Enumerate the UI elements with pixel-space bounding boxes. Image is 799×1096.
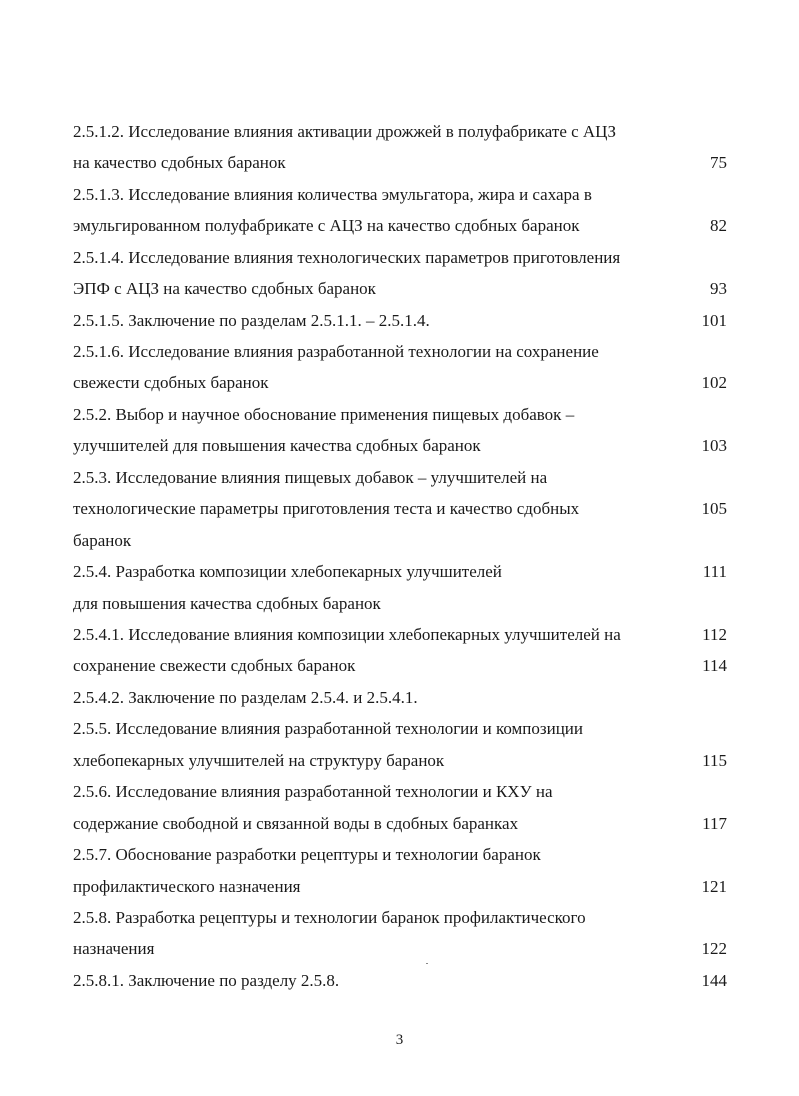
toc-line: хлебопекарных улучшителей на структуру баранок (73, 751, 445, 770)
toc-line: 2.5.5. Исследование влияния разработанной технологии и композиции (73, 719, 583, 738)
toc-line: 2.5.3. Исследование влияния пищевых добавок – улучшителей на (73, 468, 548, 487)
page-number: 3 (395, 1032, 404, 1048)
toc-page: 117 (702, 814, 727, 833)
toc-page: 101 (701, 311, 727, 330)
toc-page: 122 (701, 939, 727, 958)
toc-line: 2.5.4.1. Исследование влияния композиции хлебопекарных улучшителей на (73, 625, 621, 644)
toc-page: 93 (710, 279, 727, 298)
toc-line: 2.5.8. Разработка рецептуры и технологии баранок профилактического (73, 908, 586, 927)
toc-page: 111 (702, 562, 727, 581)
toc-line: эмульгированном полуфабрикате с АЦЗ на качество сдобных баранок (73, 216, 580, 235)
toc-line: технологические параметры приготовления теста и качество сдобных (73, 499, 580, 518)
toc-line: свежести сдобных баранок (73, 373, 269, 392)
toc-line: 2.5.2. Выбор и научное обоснование применения пищевых добавок – (73, 405, 575, 424)
toc-page: 144 (701, 971, 727, 990)
toc-page: 102 (701, 373, 727, 392)
scan-speck (426, 963, 428, 964)
toc-line: 2.5.4. Разработка композиции хлебопекарных улучшителей (73, 562, 502, 581)
toc-line: 2.5.1.5. Заключение по разделам 2.5.1.1. – 2.5.1.4. (73, 311, 430, 330)
toc-page: 114 (702, 656, 727, 675)
toc-line: 2.5.4.2. Заключение по разделам 2.5.4. и 2.5.4.1. (73, 688, 418, 707)
toc-page: 112 (702, 625, 727, 644)
toc-line: 2.5.7. Обоснование разработки рецептуры и технологии баранок (73, 845, 541, 864)
toc-line: профилактического назначения (73, 877, 301, 896)
toc-line: 2.5.1.2. Исследование влияния активации дрожжей в полуфабрикате с АЦЗ (73, 122, 616, 141)
toc-page: 103 (701, 436, 727, 455)
toc-line: 2.5.6. Исследование влияния разработанной технологии и КХУ на (73, 782, 553, 801)
toc-line: 2.5.1.6. Исследование влияния разработанной технологии на сохранение (73, 342, 599, 361)
toc-page: 115 (702, 751, 727, 770)
toc-line: ЭПФ с АЦЗ на качество сдобных баранок (73, 279, 376, 298)
toc-line: на качество сдобных баранок (73, 153, 286, 172)
toc-line: для повышения качества сдобных баранок (73, 594, 381, 613)
toc-page: 82 (710, 216, 727, 235)
toc-line: 2.5.8.1. Заключение по разделу 2.5.8. (73, 971, 340, 990)
toc-line: 2.5.1.3. Исследование влияния количества эмульгатора, жира и сахара в (73, 185, 592, 204)
toc-page: 105 (701, 499, 727, 518)
toc-line: содержание свободной и связанной воды в сдобных баранках (73, 814, 519, 833)
toc-page: 121 (701, 877, 727, 896)
toc-line: 2.5.1.4. Исследование влияния технологических параметров приготовления (73, 248, 621, 267)
toc-line: улучшителей для повышения качества сдобных баранок (73, 436, 481, 455)
toc-line: баранок (73, 531, 132, 550)
toc-page: 75 (710, 153, 727, 172)
toc-line: сохранение свежести сдобных баранок (73, 656, 356, 675)
toc-line: назначения (73, 939, 155, 958)
